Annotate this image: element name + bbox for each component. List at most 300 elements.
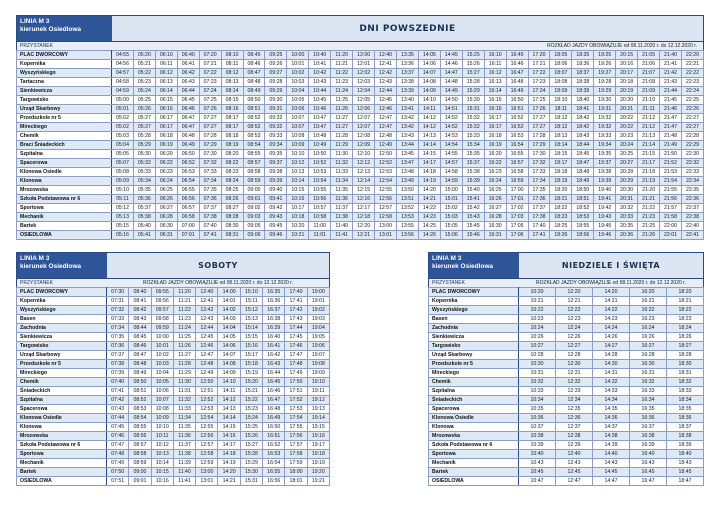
departure-time: 21:21	[638, 195, 660, 204]
departure-time: 13:39	[396, 87, 418, 96]
departure-time: 18:38	[572, 78, 594, 87]
departure-time: 11:37	[173, 441, 195, 450]
departure-time: 22:27	[681, 114, 703, 123]
departure-time: 12:30	[556, 360, 593, 369]
departure-time: 09:39	[265, 177, 287, 186]
departure-time: 09:03	[243, 213, 265, 222]
departure-time: 05:08	[112, 168, 134, 177]
stop-name: PLAC DWORCOWY	[17, 51, 112, 60]
departure-time: 15:14	[240, 324, 262, 333]
departure-time: 10:01	[151, 342, 173, 351]
stop-name: Braci Śniadeckich	[17, 141, 112, 150]
departure-time: 13:41	[396, 105, 418, 114]
departure-time: 12:48	[196, 360, 218, 369]
departure-time: 12:43	[375, 78, 397, 87]
weekday-validity-note: ROZKŁAD JAZDY OBOWIĄZUJE od 08.11.2020 r. do 12.12.2020 r.	[547, 43, 697, 49]
departure-time: 18:47	[667, 477, 704, 486]
stop-name: Szpitalna	[17, 150, 112, 159]
departure-time: 21:15	[638, 150, 660, 159]
departure-time: 15:00	[440, 186, 462, 195]
departure-time: 05:34	[133, 177, 155, 186]
departure-time: 16:20	[630, 288, 667, 297]
stop-name: Kopernika	[17, 60, 112, 69]
departure-time: 15:03	[440, 213, 462, 222]
departure-time: 12:45	[556, 468, 593, 477]
departure-time: 14:03	[218, 315, 240, 324]
departure-time: 07:27	[199, 114, 221, 123]
table-row	[17, 141, 704, 150]
departure-time: 10:04	[151, 369, 173, 378]
departure-time: 06:46	[177, 105, 199, 114]
departure-time: 09:25	[265, 51, 287, 60]
table-row	[429, 360, 704, 369]
departure-time: 08:54	[129, 414, 151, 423]
departure-time: 13:00	[196, 468, 218, 477]
departure-time: 12:07	[353, 123, 375, 132]
departure-time: 14:05	[218, 333, 240, 342]
weekday-table	[16, 50, 704, 240]
departure-time: 14:05	[418, 51, 440, 60]
departure-time: 16:58	[506, 168, 528, 177]
table-row	[429, 351, 704, 360]
departure-time: 18:38	[667, 432, 704, 441]
departure-time: 04:55	[112, 51, 134, 60]
departure-time: 17:44	[285, 324, 307, 333]
departure-time: 12:16	[353, 195, 375, 204]
departure-time: 10:47	[309, 123, 331, 132]
departure-time: 15:32	[462, 123, 484, 132]
departure-time: 06:56	[177, 195, 199, 204]
departure-time: 09:01	[129, 477, 151, 486]
table-row	[17, 360, 330, 369]
departure-time: 14:59	[440, 177, 462, 186]
departure-time: 05:30	[133, 150, 155, 159]
departure-time: 16:48	[263, 405, 285, 414]
departure-time: 18:06	[550, 60, 572, 69]
departure-time: 17:52	[285, 396, 307, 405]
departure-time: 07:47	[107, 441, 129, 450]
departure-time: 14:17	[418, 159, 440, 168]
departure-time: 16:32	[630, 378, 667, 387]
departure-time: 07:51	[107, 477, 129, 486]
departure-time: 21:56	[660, 195, 682, 204]
departure-time: 06:19	[155, 141, 177, 150]
departure-time: 11:25	[173, 333, 195, 342]
departure-time: 15:32	[462, 114, 484, 123]
departure-time: 06:18	[155, 132, 177, 141]
departure-time: 16:20	[484, 150, 506, 159]
departure-time: 12:44	[196, 324, 218, 333]
departure-time: 11:38	[173, 450, 195, 459]
departure-time: 16:24	[484, 177, 506, 186]
departure-time: 18:42	[572, 123, 594, 132]
departure-time: 08:30	[221, 222, 243, 231]
departure-time: 16:26	[630, 333, 667, 342]
departure-time: 10:47	[519, 477, 556, 486]
table-row	[17, 51, 704, 60]
departure-time: 10:46	[309, 105, 331, 114]
departure-time: 22:30	[681, 150, 703, 159]
departure-time: 18:36	[667, 414, 704, 423]
departure-time: 10:05	[151, 378, 173, 387]
departure-time: 18:20	[550, 186, 572, 195]
departure-time: 15:19	[240, 369, 262, 378]
departure-time: 18:51	[572, 195, 594, 204]
departure-time: 08:55	[129, 423, 151, 432]
departure-time: 12:31	[556, 369, 593, 378]
departure-time: 12:28	[556, 351, 593, 360]
departure-time: 21:06	[638, 60, 660, 69]
departure-time: 10:16	[287, 195, 309, 204]
departure-time: 14:38	[593, 432, 630, 441]
saturday-line-info	[17, 253, 107, 278]
departure-time: 14:47	[593, 477, 630, 486]
table-row	[429, 459, 704, 468]
departure-time: 18:41	[572, 105, 594, 114]
departure-time: 18:21	[550, 195, 572, 204]
departure-time: 10:43	[309, 78, 331, 87]
departure-time: 12:32	[556, 378, 593, 387]
departure-time: 12:49	[375, 141, 397, 150]
departure-time: 15:29	[240, 459, 262, 468]
departure-time: 08:18	[221, 132, 243, 141]
departure-time: 08:55	[243, 150, 265, 159]
departure-time: 18:45	[572, 150, 594, 159]
departure-time: 12:48	[375, 132, 397, 141]
departure-time: 10:33	[519, 387, 556, 396]
departure-time: 20:19	[616, 87, 638, 96]
departure-time: 12:56	[375, 195, 397, 204]
departure-time: 11:32	[331, 159, 353, 168]
departure-time: 10:28	[519, 351, 556, 360]
departure-time: 09:34	[265, 141, 287, 150]
departure-time: 09:06	[243, 231, 265, 240]
saturday-table	[16, 287, 330, 486]
departure-time: 18:48	[572, 168, 594, 177]
stop-name: Śniadeckich	[17, 387, 107, 396]
departure-time: 05:05	[112, 150, 134, 159]
stop-name: OSIEDLOWA	[17, 231, 112, 240]
departure-time: 21:41	[660, 60, 682, 69]
table-row	[17, 315, 330, 324]
sunday-header	[428, 252, 704, 279]
departure-time: 06:23	[155, 168, 177, 177]
departure-time: 06:47	[177, 123, 199, 132]
departure-time: 11:40	[173, 468, 195, 477]
departure-time: 16:47	[263, 396, 285, 405]
departure-time: 08:42	[129, 306, 151, 315]
departure-time: 08:56	[129, 432, 151, 441]
departure-time: 17:02	[506, 204, 528, 213]
departure-time: 15:15	[240, 333, 262, 342]
departure-time: 16:37	[630, 423, 667, 432]
weekday-timetable	[16, 15, 704, 240]
departure-time: 16:21	[630, 297, 667, 306]
departure-time: 06:45	[177, 96, 199, 105]
table-row	[17, 123, 704, 132]
table-row	[17, 114, 704, 123]
departure-time: 12:23	[556, 315, 593, 324]
departure-time: 07:50	[107, 468, 129, 477]
departure-time: 14:26	[418, 231, 440, 240]
departure-time: 11:21	[331, 60, 353, 69]
departure-time: 17:27	[528, 123, 550, 132]
departure-time: 17:51	[285, 387, 307, 396]
departure-time: 16:45	[506, 51, 528, 60]
departure-time: 08:47	[129, 351, 151, 360]
departure-time: 14:45	[593, 468, 630, 477]
departure-time: 18:11	[550, 105, 572, 114]
departure-time: 05:29	[133, 141, 155, 150]
departure-time: 17:23	[528, 78, 550, 87]
departure-time: 09:58	[151, 315, 173, 324]
departure-time: 09:00	[243, 186, 265, 195]
stop-name: Kopernika	[17, 297, 107, 306]
weekday-title: DNI POWSZEDNIE	[112, 16, 703, 41]
departure-time: 08:28	[221, 213, 243, 222]
departure-time: 10:09	[287, 141, 309, 150]
departure-time: 08:52	[243, 123, 265, 132]
departure-time: 16:38	[263, 315, 285, 324]
table-row	[17, 96, 704, 105]
departure-time: 16:52	[263, 441, 285, 450]
departure-time: 16:34	[630, 396, 667, 405]
table-row	[429, 423, 704, 432]
departure-time: 16:22	[484, 159, 506, 168]
departure-time: 11:27	[331, 114, 353, 123]
departure-time: 18:37	[572, 69, 594, 78]
table-row	[17, 333, 330, 342]
stop-name: Mechanik	[17, 459, 107, 468]
weekday-subheader	[16, 42, 704, 50]
departure-time: 21:10	[638, 96, 660, 105]
departure-time: 12:47	[375, 123, 397, 132]
departure-time: 10:03	[287, 78, 309, 87]
departure-time: 15:18	[240, 360, 262, 369]
departure-time: 19:19	[307, 459, 329, 468]
table-row	[17, 132, 704, 141]
departure-time: 15:17	[240, 351, 262, 360]
departure-time: 17:06	[506, 231, 528, 240]
departure-time: 12:40	[375, 51, 397, 60]
departure-time: 14:14	[418, 141, 440, 150]
departure-time: 10:06	[151, 387, 173, 396]
departure-time: 05:38	[133, 213, 155, 222]
departure-time: 18:34	[667, 396, 704, 405]
departure-time: 18:01	[285, 477, 307, 486]
departure-time: 17:40	[285, 288, 307, 297]
departure-time: 08:15	[221, 96, 243, 105]
departure-time: 05:02	[112, 123, 134, 132]
departure-time: 05:41	[133, 231, 155, 240]
departure-time: 11:25	[331, 96, 353, 105]
departure-time: 12:12	[353, 159, 375, 168]
departure-time: 16:10	[484, 51, 506, 60]
departure-time: 18:19	[550, 177, 572, 186]
saturday-timetable	[16, 252, 330, 486]
departure-time: 07:33	[199, 168, 221, 177]
departure-time: 14:46	[440, 60, 462, 69]
departure-time: 12:49	[196, 369, 218, 378]
departure-time: 05:22	[133, 69, 155, 78]
departure-time: 17:56	[285, 432, 307, 441]
table-row	[17, 477, 330, 486]
departure-time: 05:20	[133, 51, 155, 60]
departure-time: 11:41	[331, 231, 353, 240]
departure-time: 09:55	[151, 288, 173, 297]
departure-time: 06:30	[155, 222, 177, 231]
table-row	[17, 414, 330, 423]
departure-time: 06:27	[155, 204, 177, 213]
departure-time: 18:22	[550, 204, 572, 213]
departure-time: 10:10	[287, 150, 309, 159]
table-row	[17, 288, 330, 297]
departure-time: 06:13	[155, 78, 177, 87]
departure-time: 20:31	[616, 195, 638, 204]
departure-time: 14:19	[218, 459, 240, 468]
departure-time: 05:10	[112, 186, 134, 195]
departure-time: 11:21	[173, 297, 195, 306]
departure-time: 19:08	[307, 360, 329, 369]
table-row	[17, 204, 704, 213]
departure-time: 10:22	[519, 306, 556, 315]
departure-time: 14:47	[440, 69, 462, 78]
table-row	[429, 288, 704, 297]
departure-time: 14:54	[440, 141, 462, 150]
departure-time: 14:43	[593, 459, 630, 468]
departure-time: 14:06	[218, 342, 240, 351]
departure-time: 09:00	[129, 468, 151, 477]
departure-time: 16:36	[630, 414, 667, 423]
table-row	[429, 387, 704, 396]
departure-time: 08:46	[243, 60, 265, 69]
departure-time: 10:53	[309, 168, 331, 177]
departure-time: 21:17	[638, 159, 660, 168]
departure-time: 20:25	[616, 150, 638, 159]
departure-time: 17:21	[528, 60, 550, 69]
departure-time: 18:47	[572, 159, 594, 168]
departure-time: 20:24	[616, 141, 638, 150]
departure-time: 12:15	[353, 186, 375, 195]
stop-name: Klonowa	[17, 177, 112, 186]
departure-time: 15:30	[462, 96, 484, 105]
departure-time: 16:44	[263, 369, 285, 378]
departure-time: 19:43	[594, 213, 616, 222]
departure-time: 12:50	[375, 150, 397, 159]
departure-time: 13:43	[396, 132, 418, 141]
departure-time: 20:16	[616, 60, 638, 69]
departure-time: 07:35	[107, 333, 129, 342]
departure-time: 12:01	[353, 60, 375, 69]
departure-time: 10:14	[287, 177, 309, 186]
departure-time: 10:42	[309, 69, 331, 78]
departure-time: 11:20	[331, 51, 353, 60]
departure-time: 21:12	[638, 123, 660, 132]
departure-time: 14:12	[418, 123, 440, 132]
departure-time: 19:38	[594, 168, 616, 177]
departure-time: 16:13	[484, 78, 506, 87]
departure-time: 10:30	[519, 360, 556, 369]
table-row	[17, 231, 704, 240]
departure-time: 06:17	[155, 114, 177, 123]
departure-time: 15:02	[440, 204, 462, 213]
departure-time: 14:22	[418, 204, 440, 213]
departure-time: 07:33	[107, 315, 129, 324]
departure-time: 16:27	[484, 204, 506, 213]
departure-time: 17:49	[285, 369, 307, 378]
departure-time: 10:20	[287, 222, 309, 231]
departure-time: 12:18	[353, 213, 375, 222]
departure-time: 22:32	[681, 159, 703, 168]
departure-time: 18:35	[667, 405, 704, 414]
departure-time: 07:39	[107, 369, 129, 378]
departure-time: 10:57	[309, 204, 331, 213]
table-row	[17, 60, 704, 69]
departure-time: 15:13	[240, 315, 262, 324]
departure-time: 17:20	[528, 51, 550, 60]
stop-name: Sportowa	[17, 204, 112, 213]
departure-time: 16:37	[263, 306, 285, 315]
departure-time: 18:35	[572, 51, 594, 60]
departure-time: 07:28	[199, 132, 221, 141]
departure-time: 17:42	[285, 306, 307, 315]
departure-time: 05:25	[133, 96, 155, 105]
departure-time: 19:18	[307, 450, 329, 459]
departure-time: 12:34	[556, 396, 593, 405]
departure-time: 15:12	[240, 306, 262, 315]
departure-time: 13:56	[396, 231, 418, 240]
departure-time: 15:39	[462, 177, 484, 186]
departure-time: 11:23	[173, 315, 195, 324]
departure-time: 18:20	[667, 288, 704, 297]
departure-time: 18:49	[572, 177, 594, 186]
stop-name: Spacerowa	[429, 405, 519, 414]
departure-time: 09:41	[265, 195, 287, 204]
departure-time: 13:53	[396, 213, 418, 222]
departure-time: 19:17	[307, 441, 329, 450]
departure-time: 12:51	[196, 387, 218, 396]
departure-time: 19:27	[594, 69, 616, 78]
weekday-line-info	[17, 16, 112, 41]
departure-time: 18:09	[550, 87, 572, 96]
departure-time: 11:39	[173, 459, 195, 468]
departure-time: 18:23	[550, 213, 572, 222]
departure-time: 08:50	[129, 378, 151, 387]
departure-time: 16:52	[506, 123, 528, 132]
departure-time: 15:24	[240, 414, 262, 423]
stop-name: Targowisko	[17, 96, 112, 105]
departure-time: 08:49	[129, 369, 151, 378]
departure-time: 08:20	[221, 150, 243, 159]
table-row	[429, 333, 704, 342]
departure-time: 17:33	[528, 168, 550, 177]
table-row	[17, 441, 330, 450]
departure-time: 08:24	[221, 177, 243, 186]
departure-time: 21:22	[638, 204, 660, 213]
departure-time: 08:26	[221, 195, 243, 204]
stop-name: Przedszkole nr 5	[17, 114, 112, 123]
departure-time: 14:39	[593, 441, 630, 450]
departure-time: 10:26	[519, 333, 556, 342]
table-row	[17, 306, 330, 315]
weekday-stop-header: PRZYSTANEK	[20, 43, 53, 49]
departure-time: 05:21	[133, 60, 155, 69]
departure-time: 16:28	[484, 213, 506, 222]
departure-time: 18:31	[667, 369, 704, 378]
departure-time: 10:47	[309, 114, 331, 123]
table-row	[17, 177, 704, 186]
departure-time: 22:20	[681, 51, 703, 60]
